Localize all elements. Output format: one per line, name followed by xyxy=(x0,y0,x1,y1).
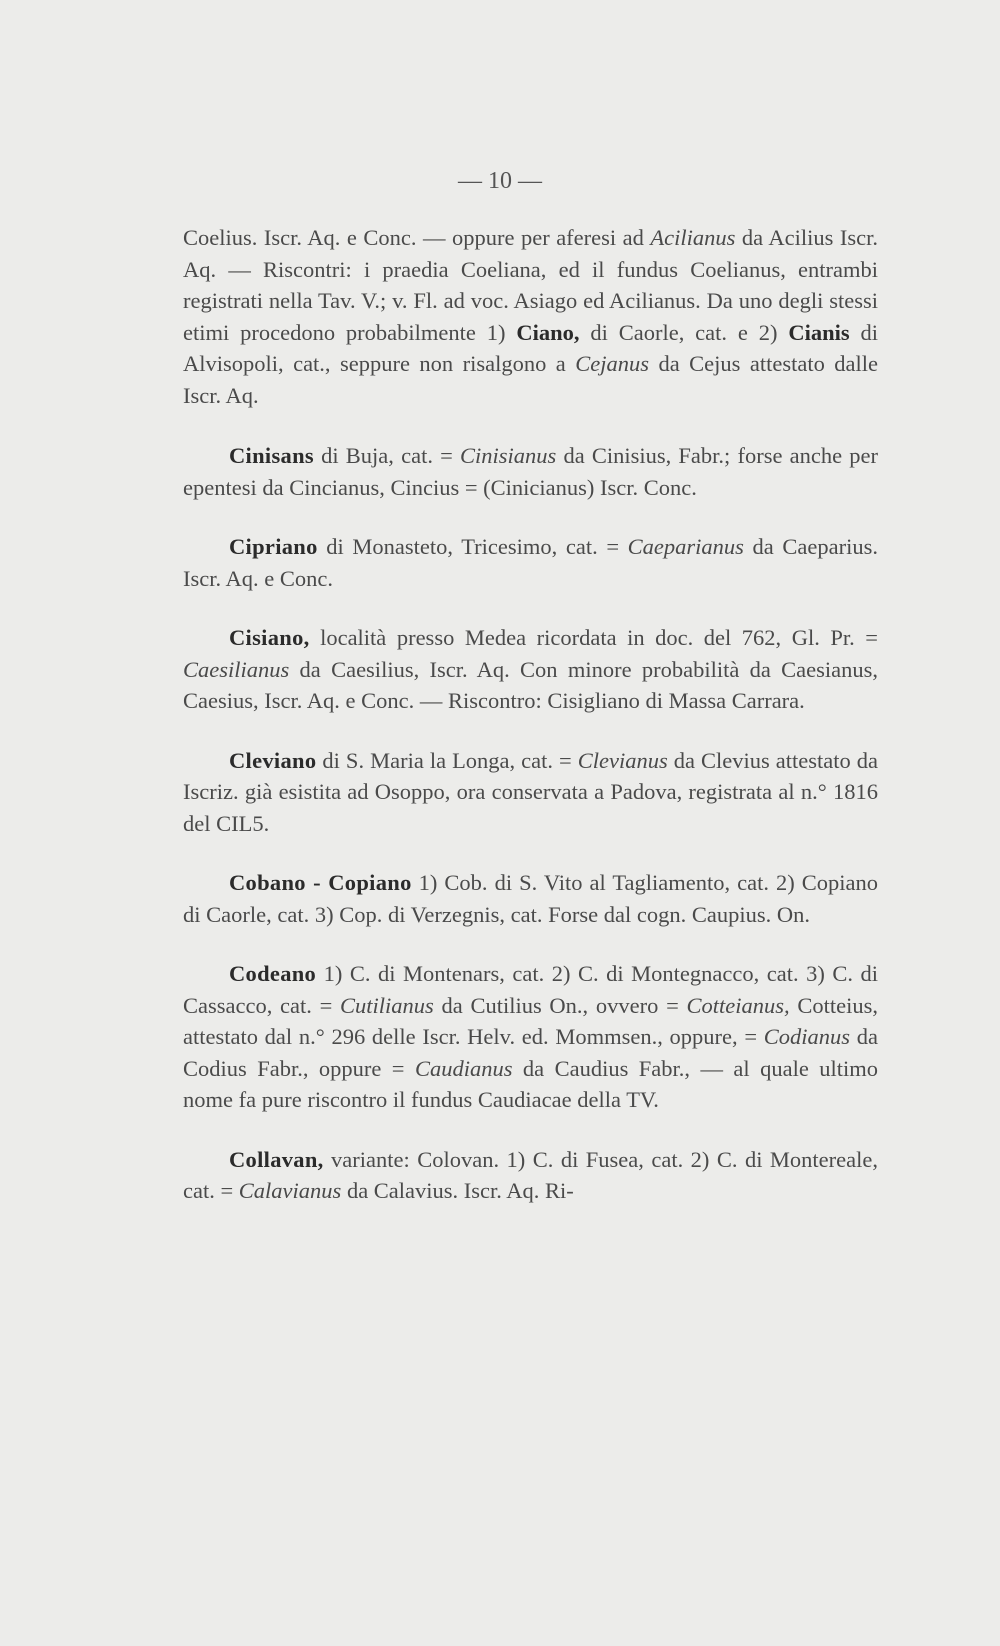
text-run: da Codius Fabr., oppure = xyxy=(183,1024,878,1081)
text-run: da Calavius. Iscr. Aq. Ri- xyxy=(341,1178,574,1203)
entry-headword: Cobano - Copiano xyxy=(229,870,412,895)
italic-term: Caeparianus xyxy=(627,534,744,559)
text-run: da Caudius Fabr., — al quale ultimo nome fa pure riscontro il fundus Caudiacae della TV. xyxy=(183,1055,878,1112)
text-run: 1) C. di Montenars, cat. 2) C. di Montegnacco, cat. 3) C. di Cassacco, cat. = xyxy=(183,961,878,1018)
text-run: da Caesilius, Iscr. Aq. Con minore probabilità da Caesianus, Caesius, Iscr. Aq. e Conc. — Riscontro: Cisigliano di Massa Carrara. xyxy=(183,656,878,713)
text-run: località presso Medea ricordata in doc. del 762, Gl. Pr. = xyxy=(309,625,878,650)
text-run: da Clevius attestato da Iscriz. già esistita ad Osoppo, ora conservata a Padova, registrata al n.° 1816 del CIL5. xyxy=(183,747,878,836)
page-body xyxy=(183,222,878,1235)
text-run: di Buja, cat. = xyxy=(313,443,460,468)
entry-headword: Cianis xyxy=(788,319,850,345)
text-run: di Monasteto, Tricesimo, cat. = xyxy=(317,534,628,559)
entry-cleviano xyxy=(183,745,878,840)
paragraph-coelius xyxy=(183,222,878,411)
entry-headword: Cinisans xyxy=(229,443,314,468)
italic-term: Cejanus xyxy=(575,351,650,376)
text-run: di Alvisopoli, cat., seppure non risalgono a xyxy=(183,319,878,376)
entry-headword: Cipriano xyxy=(229,534,318,559)
entry-cipriano xyxy=(183,531,878,594)
italic-term: Cinisianus xyxy=(459,443,557,468)
text-run: Cotteius, attestato dal n.° 296 delle Iscr. Helv. ed. Mommsen., oppure, = xyxy=(183,992,878,1049)
text-run: da Cinisius, Fabr.; forse anche per epentesi da Cincianus, Cincius = (Cinicianus) Iscr. Conc. xyxy=(183,443,878,500)
entry-codeano xyxy=(183,958,878,1116)
italic-term: Caudianus xyxy=(414,1055,513,1081)
italic-term: Caesilianus xyxy=(183,656,290,682)
italic-term: Codianus xyxy=(763,1024,851,1049)
italic-term: Calavianus xyxy=(238,1178,342,1203)
entry-headword: Collavan, xyxy=(229,1146,324,1172)
entry-headword: Cisiano, xyxy=(229,625,310,650)
text-run: 1) Cob. di S. Vito al Tagliamento, cat. 2) Copiano di Caorle, cat. 3) Cop. di Verzegnis, cat. Forse dal cogn. Caupius. On. xyxy=(183,870,878,927)
text-run: da Cejus attestato dalle Iscr. Aq. xyxy=(183,351,878,408)
italic-term: Acilianus xyxy=(650,225,736,250)
entry-cisiano xyxy=(183,622,878,717)
entry-headword: Codeano xyxy=(229,961,317,986)
italic-term: Clevianus xyxy=(577,747,668,773)
text-run: da Acilius Iscr. Aq. — Riscontri: i praedia Coeliana, ed il fundus Coelianus, entrambi registrati nella Tav. V.; v. Fl. ad voc. Asiago ed Acilianus. Da uno degli stessi etimi procedono probabilmente 1) xyxy=(183,225,878,345)
text-run: variante: Colovan. 1) C. di Fusea, cat. 2) C. di Montereale, cat. = xyxy=(183,1146,878,1203)
text-run: Coelius. Iscr. Aq. e Conc. — oppure per aferesi ad xyxy=(183,225,651,250)
italic-term: Cutilianus xyxy=(340,992,434,1018)
text-run: da Caeparius. Iscr. Aq. e Conc. xyxy=(183,534,878,591)
text-run: di Caorle, cat. e 2) xyxy=(579,319,789,345)
entry-cobano-copiano xyxy=(183,867,878,930)
italic-term: Cotteianus, xyxy=(686,992,790,1018)
entry-headword: Ciano, xyxy=(516,319,580,345)
entry-cinisans xyxy=(183,440,878,503)
text-run: da Cutilius On., ovvero = xyxy=(433,992,687,1018)
page-number: — 10 — xyxy=(458,168,542,194)
entry-headword: Cleviano xyxy=(229,747,317,773)
text-run: di S. Maria la Longa, cat. = xyxy=(316,747,578,773)
entry-collavan xyxy=(183,1144,878,1207)
